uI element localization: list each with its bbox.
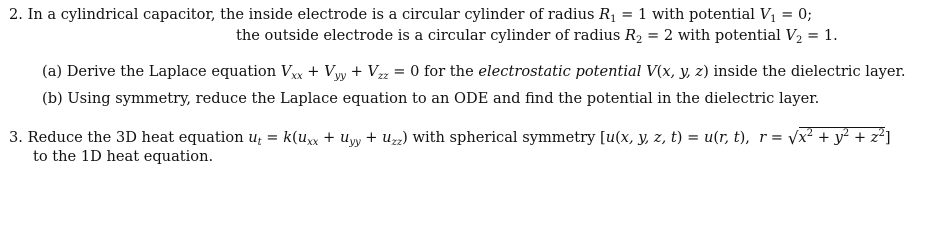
problem-2-line-2 bbox=[236, 29, 838, 46]
problem-2-part-b bbox=[42, 92, 819, 107]
part-a-emphasis: electrostatic potential bbox=[478, 63, 642, 80]
part-a-label: (a) bbox=[42, 63, 63, 80]
part-b-label: (b) bbox=[42, 90, 63, 107]
problem-2-line-1 bbox=[9, 8, 812, 25]
problem-3-line-2 bbox=[33, 150, 213, 165]
problem-3-line-1 bbox=[9, 127, 891, 148]
problem-2-text-2: the outside electrode is a circular cylinder of radius $R_2 = 2$ with potential $V_2 = 1$. bbox=[236, 27, 838, 46]
problem-3-text-1: Reduce the 3D heat equation $u_t = k(u_{xx} + u_{yy} + u_{zz})$ with spherical symmetry [u(x, y, z, t) = u(r, t), $r = √x^2 + y^2 + z^2$] bbox=[27, 128, 891, 149]
problem-2-number: 2. bbox=[9, 6, 23, 23]
problem-2-part-a bbox=[42, 65, 906, 82]
part-a-text: Derive the Laplace equation $V_{xx} + V_{yy} + V_{zz} = 0$ for the electrostatic potential V(x, y, z) inside the dielectric layer. bbox=[66, 63, 906, 82]
problem-3-number: 3. bbox=[9, 129, 23, 146]
part-b-text: Using symmetry, reduce the Laplace equation to an ODE and find the potential in the dielectric layer. bbox=[67, 90, 820, 107]
problem-3-text-2: to the 1D heat equation. bbox=[33, 148, 214, 165]
sqrt-expression: $√x^2 + y^2 + z^2$ bbox=[787, 128, 885, 149]
problem-2-text-1: In a cylindrical capacitor, the inside electrode is a circular cylinder of radius $R_1 = 1$ with potential $V_1 = 0$; bbox=[27, 6, 813, 25]
